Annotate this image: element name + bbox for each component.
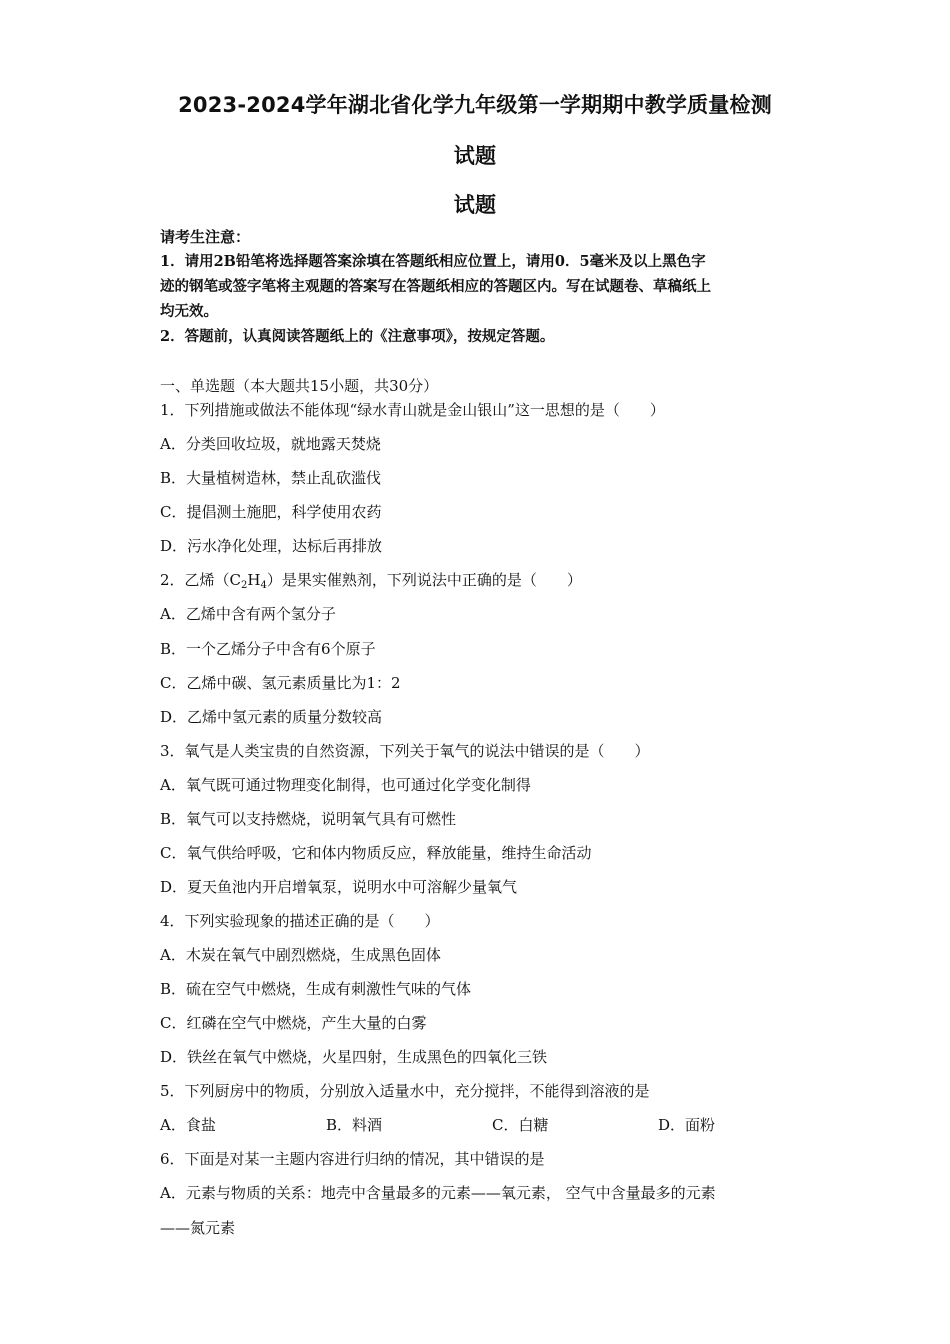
q4-stem: 4．下列实验现象的描述正确的是（ ） [160,912,440,930]
q5-option-c: C．白糖 [492,1116,549,1134]
q2-option-d: D．乙烯中氢元素的质量分数较高 [160,708,383,726]
q6-stem: 6．下面是对某一主题内容进行归纳的情况，其中错误的是 [160,1150,545,1168]
q2-sub-hydrogen: 4 [260,580,267,591]
exam-title-line3: 试题 [453,193,497,217]
q1-option-a: A．分类回收垃圾，就地露天焚烧 [160,435,381,453]
notice-item1-line2: 迹的钢笔或签字笔将主观题的答案写在答题纸相应的答题区内。写在试题卷、草稿纸上 [160,278,711,295]
q2-stem [160,570,582,590]
q2-option-b: B．一个乙烯分子中含有6个原子 [160,640,376,658]
q5-option-d: D．面粉 [658,1116,716,1134]
q2-sub-carbon: 2 [241,580,248,591]
q4-option-b: B．硫在空气中燃烧，生成有刺激性气味的气体 [160,980,472,998]
q3-option-b: B．氧气可以支持燃烧，说明氧气具有可燃性 [160,810,457,828]
q2-option-c: C．乙烯中碳、氢元素质量比为1：2 [160,674,401,692]
notice-item2: 2．答题前，认真阅读答题纸上的《注意事项》，按规定答题。 [160,328,555,345]
q1-option-d: D．污水净化处理，达标后再排放 [160,537,383,555]
q5-stem: 5．下列厨房中的物质，分别放入适量水中，充分搅拌，不能得到溶液的是 [160,1082,650,1100]
notice-item1-line1: 1．请用2B铅笔将选择题答案涂填在答题纸相应位置上，请用0．5毫米及以上黑色字 [160,253,706,270]
q2-option-a: A．乙烯中含有两个氢分子 [160,605,336,623]
q6-option-a-line1: A．元素与物质的关系：地壳中含量最多的元素——氧元素， 空气中含量最多的元素 [160,1184,716,1202]
q5-option-a: A．食盐 [160,1116,216,1134]
q6-option-a-line2: ——氮元素 [160,1219,236,1237]
q4-option-d: D．铁丝在氧气中燃烧，火星四射，生成黑色的四氧化三铁 [160,1048,548,1066]
section-heading: 一、单选题（本大题共15小题，共30分） [160,377,439,395]
q2-stem-before: 2．乙烯（C [160,571,242,589]
q1-option-b: B．大量植树造林，禁止乱砍滥伐 [160,469,382,487]
q4-option-c: C．红磷在空气中燃烧，产生大量的白雾 [160,1014,427,1032]
notice-item1-line3: 均无效。 [160,303,218,320]
q1-stem: 1．下列措施或做法不能体现“绿水青山就是金山银山”这一思想的是（ ） [160,401,665,419]
q4-option-a: A．木炭在氧气中剧烈燃烧，生成黑色固体 [160,946,441,964]
q2-stem-mid: H [247,571,261,589]
exam-title-line2: 试题 [453,144,497,168]
q3-option-a: A．氧气既可通过物理变化制得，也可通过化学变化制得 [160,776,531,794]
q3-stem: 3．氧气是人类宝贵的自然资源，下列关于氧气的说法中错误的是（ ） [160,742,650,760]
q3-option-d: D．夏天鱼池内开启增氧泵，说明水中可溶解少量氧气 [160,878,518,896]
q1-option-c: C．提倡测土施肥，科学使用农药 [160,503,382,521]
q3-option-c: C．氧气供给呼吸，它和体内物质反应，释放能量，维持生命活动 [160,844,592,862]
notice-heading: 请考生注意： [160,228,251,246]
q2-stem-after: ）是果实催熟剂，下列说法中正确的是（ ） [266,571,582,589]
exam-title-line1: 2023-2024学年湖北省化学九年级第一学期期中教学质量检测 [178,93,772,117]
q5-option-b: B．料酒 [326,1116,383,1134]
